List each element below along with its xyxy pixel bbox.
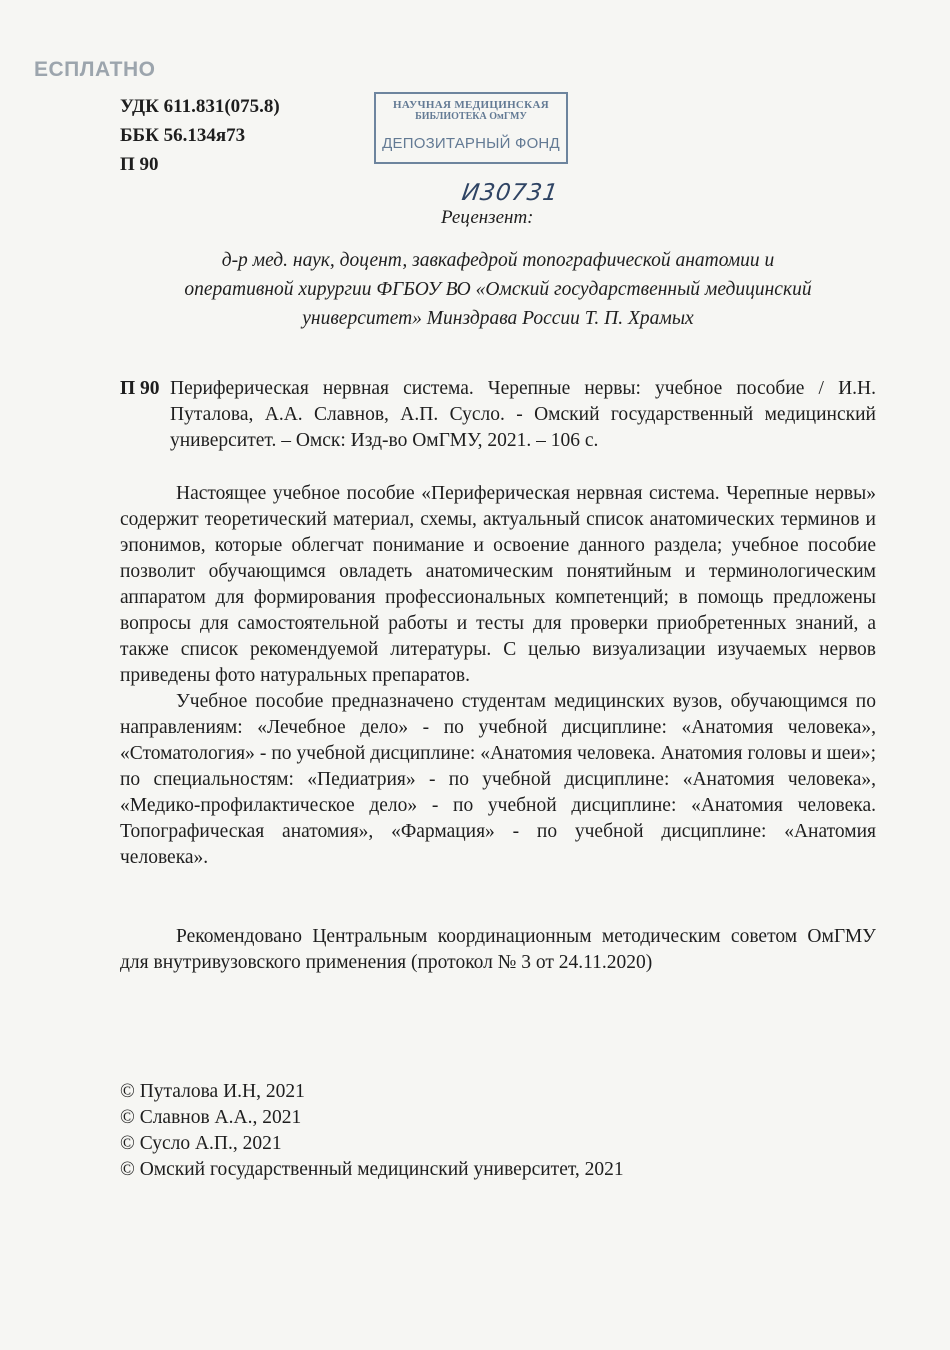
library-stamp-line2: БИБЛИОТЕКА ОмГМУ [415,111,527,122]
copyright-line: © Путалова И.Н, 2021 [120,1081,305,1102]
annotation-paragraph: Учебное пособие предназначено студентам медицинских вузов, обучающимся по направлениям: «Лечебное дело» - по учебной дисциплине: «Анатомия человека», «Стоматология» - по учебной дисциплине: «Анатомия человека. Анатомия головы и шеи»; по специальностям: «Педиатрия» - по учебной дисциплине: «Анатомия человека», «Медико-профилактическое дело» - по учебной дисциплине: «Анатомия человека. Топографическая анатомия», «Фармация» - по учебной дисциплине: «Анатомия человека». [120,691,876,868]
annotation-paragraph: Настоящее учебное пособие «Периферическая нервная система. Черепные нервы» содержит теоретический материал, схемы, актуальный список анатомических терминов и эпонимов, которые облегчат понимание и освоение данного раздела; учебное пособие позволит обучающимся овладеть анатомическим понятийным и терминологическим аппаратом для формирования профессиональных компетенций; в помощь предложены вопросы для самостоятельной работы и тесты для проверки приобретенных знаний, а также список рекомендуемой литературы. С целью визуализации изучаемых нервов приведены фото натуральных препаратов. [120,483,876,686]
reviewer-heading: Рецензент: [441,207,534,228]
udk-code: УДК 611.831(075.8) [120,96,280,117]
copyright-block [120,1079,624,1183]
bibliographic-text: Периферическая нервная система. Черепные нервы: учебное пособие / И.Н. Путалова, А.А. Славнов, А.П. Сусло. - Омский государственный медицинский университет. – Омск: Изд-во ОмГМУ, 2021. – 106 с. [170,378,876,451]
reviewer-line: университет» Минздрава России Т. П. Храмых [302,308,694,329]
recommendation-text: Рекомендовано Центральным координационным методическим советом ОмГМУ для внутривузовского применения (протокол № 3 от 24.11.2020) [120,926,876,973]
reviewer-line: д-р мед. наук, доцент, завкафедрой топографической анатомии и [221,250,775,271]
bibliographic-record [120,376,876,454]
copyright-line: © Славнов А.А., 2021 [120,1107,302,1128]
inventory-number: И30731 [460,180,561,206]
bbk-code: ББК 56.134я73 [120,125,246,146]
library-stamp-fund: ДЕПОЗИТАРНЫЙ ФОНД [382,135,560,152]
reviewer-info [120,246,876,333]
library-stamp-line1: НАУЧНАЯ МЕДИЦИНСКАЯ [393,99,549,111]
recommendation [120,924,876,976]
free-stamp: ЕСПЛАТНО [34,58,156,81]
reviewer-line: оперативной хирургии ФГБОУ ВО «Омский государственный медицинский [184,279,812,300]
copyright-line: © Сусло А.П., 2021 [120,1133,282,1154]
bibliographic-code: П 90 [120,378,160,399]
copyright-line: © Омский государственный медицинский университет, 2021 [120,1159,624,1180]
author-mark: П 90 [120,154,159,175]
annotation [120,481,876,871]
classification-codes [120,92,280,179]
library-stamp [374,92,568,164]
